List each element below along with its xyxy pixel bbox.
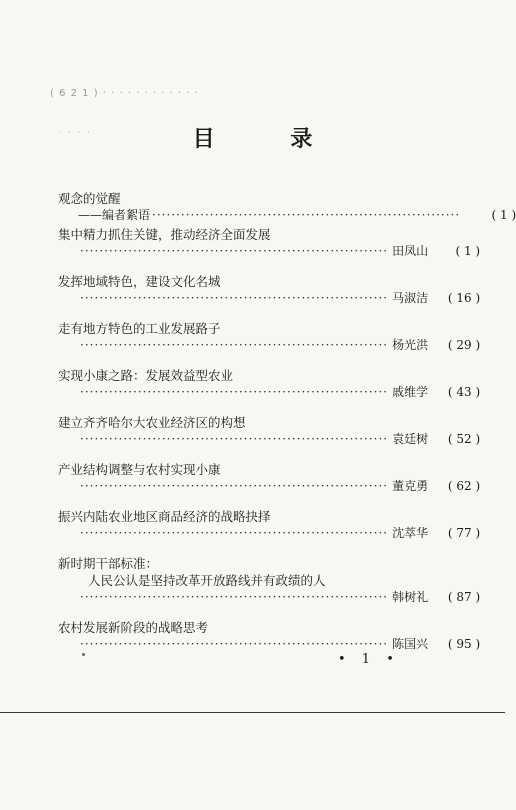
toc-leader-row (58, 431, 481, 448)
dot-leader: ································································ (80, 432, 389, 446)
toc-leader-row (58, 290, 481, 307)
toc-author: 袁廷树 (392, 432, 429, 446)
toc-author: 韩树礼 (392, 590, 429, 604)
toc-page-number: ( 62 ) (447, 479, 481, 493)
toc-entry-title: 农村发展新阶段的战略思考 (58, 620, 209, 635)
toc-author: 马淑洁 (392, 291, 429, 305)
toc-author: 董克勇 (392, 479, 429, 493)
scan-noise: · · · · (58, 128, 93, 138)
toc-entry-title: 人民公认是坚持改革开放路线并有政绩的人 (88, 573, 326, 588)
toc-leader-row (58, 589, 481, 606)
toc-entry (58, 190, 516, 224)
dot-leader: ································································ (80, 479, 389, 493)
dot-leader: ································································ (80, 526, 389, 540)
toc-leader-row (58, 337, 481, 354)
dot-leader: ································································ (80, 244, 389, 258)
toc-section-heading: 新时期干部标准： (58, 556, 159, 571)
table-of-contents (58, 190, 516, 653)
toc-page-number: ( 52 ) (447, 432, 481, 446)
toc-entry-title: 走有地方特色的工业发展路子 (58, 321, 221, 336)
dot-leader: ································································ (80, 385, 389, 399)
toc-entry-title: 建立齐齐哈尔大农业经济区的构想 (58, 415, 246, 430)
toc-page-number: ( 29 ) (447, 338, 481, 352)
toc-leader-row (58, 478, 481, 495)
scan-noise: ( 6 2 1 ) · · · · · · · · · · · · (50, 88, 199, 99)
dot-leader: ································································ (80, 291, 389, 305)
dot-leader: ································································ (80, 590, 389, 604)
toc-entry (58, 320, 481, 354)
toc-author: 沈萃华 (392, 526, 429, 540)
toc-author: 戚维学 (392, 385, 429, 399)
toc-leader-row (58, 636, 481, 653)
toc-page-number: ( 16 ) (447, 291, 481, 305)
toc-author: 杨光洪 (392, 338, 429, 352)
toc-entry-title: 产业结构调整与农村实现小康 (58, 462, 221, 477)
toc-page-number: ( 87 ) (447, 590, 481, 604)
toc-page-number: ( 1 ) (491, 208, 516, 222)
toc-author: 陈国兴 (392, 637, 429, 651)
toc-author: 田凤山 (392, 244, 429, 258)
toc-subtitle: ——编者絮语 (78, 208, 151, 222)
scan-speck (82, 653, 85, 656)
toc-page-number: ( 95 ) (447, 637, 481, 651)
toc-entry (58, 273, 481, 307)
toc-entry-title: 集中精力抓住关键，推动经济全面发展 (58, 227, 271, 242)
toc-entry-title: 发挥地域特色，建设文化名城 (58, 274, 221, 289)
toc-entry (58, 461, 481, 495)
dot-leader: ································································ (80, 338, 389, 352)
toc-entry-title: 实现小康之路：发展效益型农业 (58, 368, 234, 383)
dot-leader: ································································ (80, 637, 389, 651)
toc-leader-row (58, 243, 481, 260)
toc-section-heading: 观念的觉醒 (58, 191, 121, 206)
toc-page-number: ( 43 ) (447, 385, 481, 399)
toc-entry (58, 619, 481, 653)
toc-entry (58, 508, 481, 542)
toc-page-number: ( 77 ) (447, 526, 481, 540)
toc-entry (58, 555, 481, 606)
toc-leader-row (58, 207, 516, 224)
toc-entry (58, 414, 481, 448)
dot-leader: ································································ (152, 208, 461, 222)
toc-page-number: ( 1 ) (455, 244, 481, 258)
toc-entry-title: 振兴内陆农业地区商品经济的战略抉择 (58, 509, 271, 524)
page-edge-line (0, 712, 505, 713)
page-title: 目 录 (192, 127, 347, 152)
toc-entry (58, 367, 481, 401)
toc-leader-row (58, 525, 481, 542)
page-number-footer: • 1 • (338, 652, 400, 667)
toc-leader-row (58, 384, 481, 401)
toc-entry (58, 226, 481, 260)
